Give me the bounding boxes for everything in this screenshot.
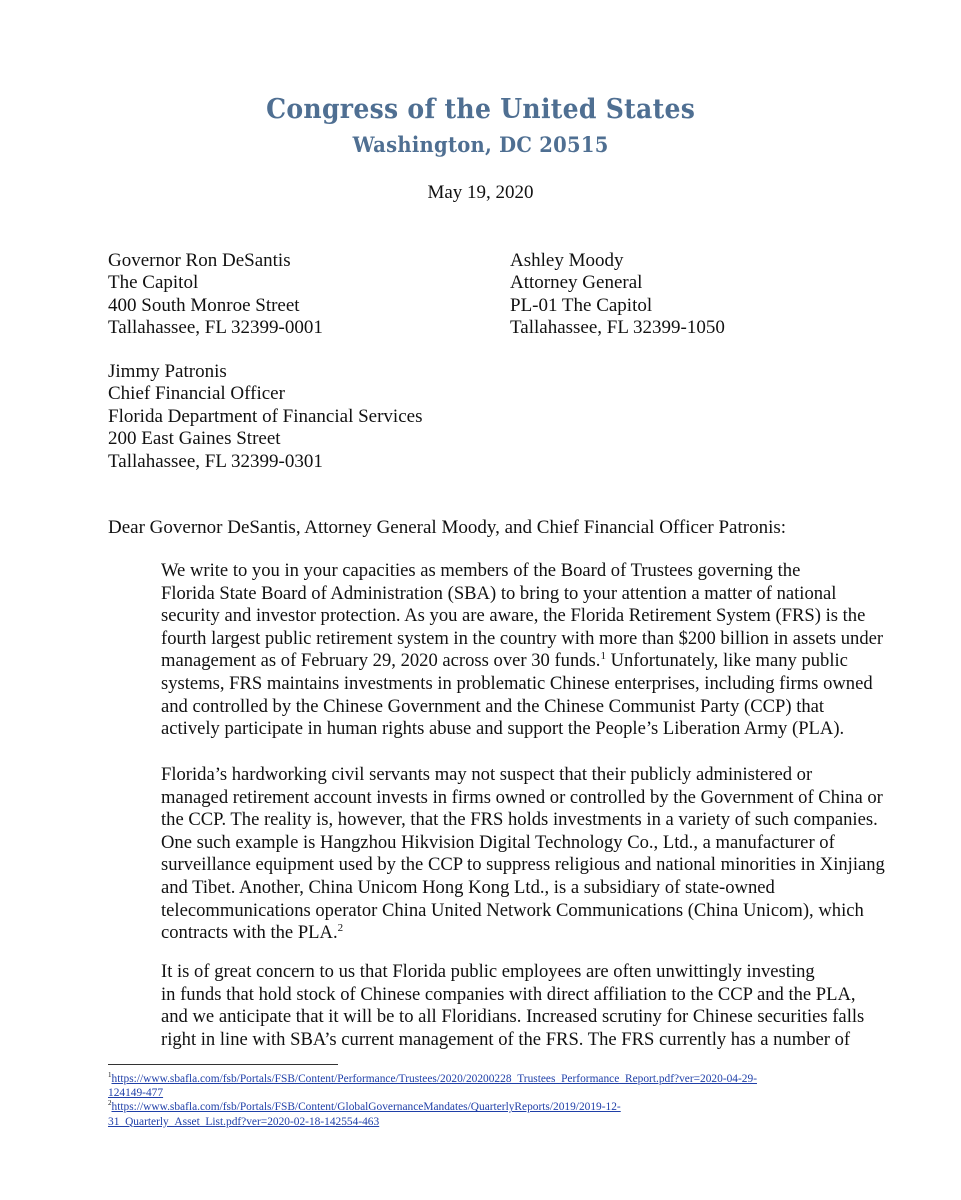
paragraph-line: systems, FRS maintains investments in problematic Chinese enterprises, including firms owned <box>161 672 873 694</box>
letterhead-title <box>0 94 961 125</box>
address-line: Florida Department of Financial Services <box>108 405 423 427</box>
footnote-ref-1[interactable]: 1 <box>600 650 606 663</box>
address-line: Ashley Moody <box>510 250 624 271</box>
address-line: PL-01 The Capitol <box>510 294 653 316</box>
paragraph-line: surveillance equipment used by the CCP to suppress religious and national minorities in Xinjiang <box>161 854 885 876</box>
footnote-1-link-continued[interactable]: 124149-477 <box>108 1087 164 1100</box>
footnote-2 <box>108 1100 757 1114</box>
paragraph-line: security and investor protection. As you are aware, the Florida Retirement System (FRS) is the <box>161 605 866 627</box>
paragraph-line: and we anticipate that it will be to all Floridians. Increased scrutiny for Chinese securities falls <box>161 1006 865 1028</box>
body-paragraph-3 <box>108 961 865 1051</box>
paragraph-line: and Tibet. Another, China Unicom Hong Kong Ltd., is a subsidiary of state-owned <box>161 876 775 898</box>
salutation: Dear Governor DeSantis, Attorney General Moody, and Chief Financial Officer Patronis: <box>108 517 787 538</box>
footnote-1 <box>108 1072 757 1086</box>
paragraph-line: telecommunications operator China United Network Communications (China Unicom), which <box>161 899 864 921</box>
paragraph-line: Florida State Board of Administration (SBA) to bring to your attention a matter of national <box>161 582 837 604</box>
paragraph-line: the CCP. The reality is, however, that the FRS holds investments in a variety of such companies. <box>161 809 878 831</box>
footnote-2-continued <box>108 1115 757 1129</box>
address-line: 400 South Monroe Street <box>108 294 300 316</box>
paragraph-line: Florida’s hardworking civil servants may not suspect that their publicly administered or <box>161 764 813 785</box>
address-line: Attorney General <box>510 272 643 294</box>
recipient-attorney-general <box>510 250 725 340</box>
footnotes <box>108 1072 757 1129</box>
footnote-ref-2[interactable]: 2 <box>337 921 344 934</box>
paragraph-line: fourth largest public retirement system in the country with more than $200 billion in assets under <box>161 627 884 649</box>
recipient-governor <box>108 250 323 340</box>
paragraph-line: It is of great concern to us that Florida public employees are often unwittingly investing <box>161 961 815 982</box>
letterhead-address <box>0 132 961 157</box>
address-line: Tallahassee, FL 32399-0001 <box>108 317 323 339</box>
footnote-2-link-continued[interactable]: 31_Quarterly_Asset_List.pdf?ver=2020-02-18-142554-463 <box>108 1115 380 1128</box>
address-line: Tallahassee, FL 32399-1050 <box>510 317 725 339</box>
paragraph-text: contracts with the PLA. <box>161 922 338 944</box>
paragraph-line: and controlled by the Chinese Government and the Chinese Communist Party (CCP) that <box>161 695 825 717</box>
paragraph-text: management as of February 29, 2020 across over 30 funds. <box>161 650 601 672</box>
body-paragraph-2 <box>108 764 885 945</box>
footnote-divider <box>108 1064 338 1065</box>
address-line: Tallahassee, FL 32399-0301 <box>108 450 323 472</box>
footnote-1-continued <box>108 1086 757 1100</box>
address-line: The Capitol <box>108 272 199 294</box>
paragraph-line: in funds that hold stock of Chinese companies with direct affiliation to the CCP and the PLA, <box>161 983 856 1005</box>
footnote-number: 2 <box>108 1099 112 1108</box>
paragraph-line: managed retirement account invests in firms owned or controlled by the Government of China or <box>161 786 883 808</box>
body-paragraph-1 <box>108 560 884 741</box>
paragraph-line <box>108 650 848 673</box>
paragraph-text: Unfortunately, like many public <box>605 650 848 672</box>
footnote-2-link[interactable]: https://www.sbafla.com/fsb/Portals/FSB/Content/GlobalGovernanceMandates/QuarterlyReports/2019/2019-12- <box>111 1101 621 1114</box>
letter-date: May 19, 2020 <box>427 182 534 203</box>
footnote-1-link[interactable]: https://www.sbafla.com/fsb/Portals/FSB/Content/Performance/Trustees/2020/20200228_Trustees_Performance_Report.pdf?ver=2020-04-29- <box>111 1073 757 1085</box>
letterhead-line-1: Congress of the United States <box>265 94 695 125</box>
paragraph-line: right in line with SBA’s current management of the FRS. The FRS currently has a number of <box>161 1028 851 1050</box>
address-line: Governor Ron DeSantis <box>108 250 291 271</box>
paragraph-line: We write to you in your capacities as members of the Board of Trustees governing the <box>161 560 801 581</box>
paragraph-line: One such example is Hangzhou Hikvision Digital Technology Co., Ltd., a manufacturer of <box>161 831 835 853</box>
paragraph-line: actively participate in human rights abuse and support the People’s Liberation Army (PLA). <box>161 718 845 740</box>
address-line: 200 East Gaines Street <box>108 428 281 450</box>
recipient-cfo <box>108 361 422 473</box>
footnote-number: 1 <box>108 1071 112 1080</box>
address-line: Jimmy Patronis <box>108 361 227 382</box>
paragraph-line <box>108 922 844 945</box>
address-line: Chief Financial Officer <box>108 383 285 405</box>
letterhead-line-2: Washington, DC 20515 <box>352 132 609 157</box>
